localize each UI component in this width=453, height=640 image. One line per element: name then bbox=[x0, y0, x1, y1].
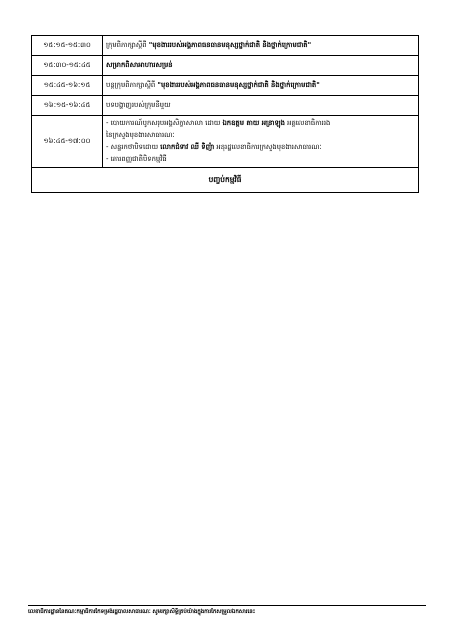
agenda-time: ១៥:៤៥-១៦:១៥ bbox=[32, 76, 103, 96]
agenda-desc-bold: "មុខងាររបស់អង្គភាពធនធានមនុស្សថ្នាក់ជាតិ និងថ្នាក់ក្រោមជាតិ" bbox=[148, 40, 312, 49]
speaker-name: លោកជំទាវ ឈី ទិញ៉ា bbox=[160, 142, 215, 151]
agenda-row-closing-session bbox=[32, 116, 419, 168]
agenda-description bbox=[103, 96, 419, 116]
agenda-desc-bold: សម្រាកពិសាអាហារសម្រន់ bbox=[106, 60, 173, 69]
speaker-name: ឯកឧត្តម តាយ អន្រាឡុង bbox=[222, 119, 285, 127]
line-text: - បោយការណ៍បូកសរុបអង្គសិក្ខាសាលា ដោយ bbox=[106, 119, 223, 127]
line-text: អនុរដ្ឋលេខាធិការក្រសួងមុខងារសាធារណៈ bbox=[214, 142, 322, 151]
line-text: អគ្គលេខាធិការរង bbox=[284, 119, 331, 127]
agenda-desc-prefix: បទបង្ហាញរបស់ក្រុមនីមួយ bbox=[106, 100, 171, 109]
agenda-description bbox=[103, 116, 419, 168]
agenda-table bbox=[31, 35, 419, 193]
footer-divider bbox=[28, 605, 426, 606]
program-end-label: បញ្ចប់កម្មវិធី bbox=[32, 168, 419, 193]
agenda-line-report bbox=[106, 118, 415, 130]
agenda-row bbox=[32, 36, 419, 56]
line-text: - សន្ទរកថាបិទដោយ bbox=[106, 142, 161, 151]
agenda-line-ministry: នៃក្រសួងមុខងារសាធារណៈ bbox=[106, 130, 175, 139]
agenda-row bbox=[32, 76, 419, 96]
agenda-row bbox=[32, 56, 419, 76]
agenda-desc-prefix: ក្រុមពិភាក្សាស្តីពី bbox=[106, 40, 149, 49]
agenda-time: ១៦:៤៥-១៧:០០ bbox=[32, 116, 103, 168]
agenda-description bbox=[103, 36, 419, 56]
footer-copyright: លេខាធិការដ្ឋាននៃគណៈកម្មាធិការកែទម្រង់រដ្ឋបាលសាធារណៈ សូមរក្សាសិទ្ធិគ្រប់យ៉ាងក្នុងការកែសម្រួលឯកសារនេះ bbox=[28, 609, 256, 615]
agenda-time: ១៥:៣០-១៥:៤៥ bbox=[32, 56, 103, 76]
agenda-closing-row bbox=[32, 168, 419, 193]
agenda-description bbox=[103, 76, 419, 96]
agenda-desc-bold: "មុខងាររបស់អង្គភាពធនធានមនុស្សថ្នាក់ជាតិ និងថ្នាក់ក្រោមជាតិ" bbox=[157, 80, 320, 89]
agenda-desc-prefix: បន្តក្រុមពិភាក្សាស្តីពី bbox=[106, 80, 158, 89]
agenda-time: ១៥:១៥-១៥:៣០ bbox=[32, 36, 103, 56]
agenda-description bbox=[103, 56, 419, 76]
agenda-line-anthem: - គោរពញ្ញជាតិបិទកម្មវិធី bbox=[106, 154, 167, 163]
agenda-line-closing-speech bbox=[106, 142, 415, 154]
agenda-time: ១៦:១៥-១៦:៤៥ bbox=[32, 96, 103, 116]
agenda-row bbox=[32, 96, 419, 116]
